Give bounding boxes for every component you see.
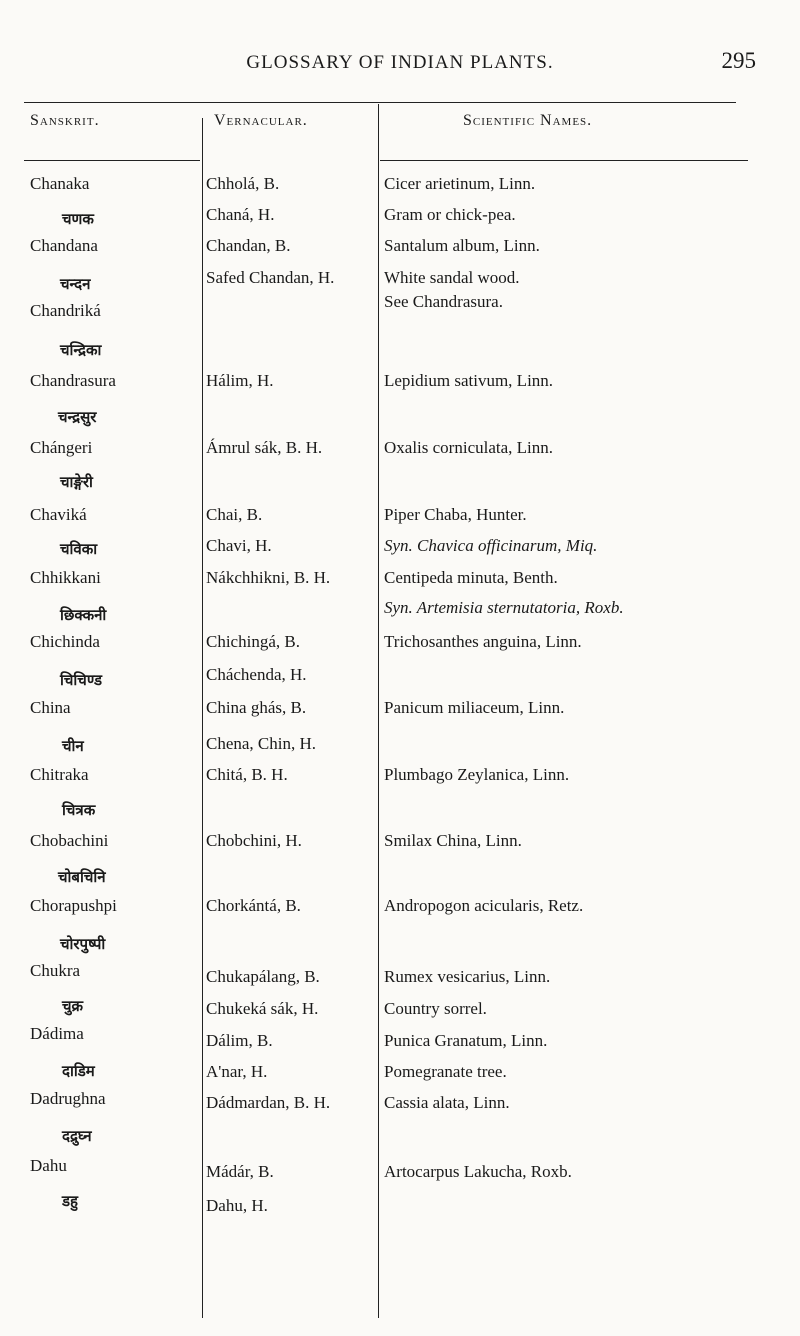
sanskrit-name: Dadrughna	[30, 1089, 106, 1108]
devanagari-name: चोबचिनि	[58, 868, 106, 886]
devanagari-name: चित्रक	[62, 801, 96, 819]
sanskrit-name: Chandriká	[30, 301, 101, 320]
sanskrit-name: Chorapushpi	[30, 896, 117, 915]
vernacular-name: Safed Chandan, H.	[206, 268, 335, 287]
column-divider-left	[202, 118, 203, 1318]
scientific-name: Plumbago Zeylanica, Linn.	[384, 765, 570, 784]
scientific-name: Oxalis corniculata, Linn.	[384, 438, 554, 457]
devanagari-name: चन्दन	[60, 275, 91, 293]
vernacular-name: Chukapálang, B.	[206, 967, 320, 986]
devanagari-name: दद्रुघ्न	[62, 1127, 92, 1145]
vernacular-name: Chena, Chin, H.	[206, 734, 317, 753]
sanskrit-name: Chichinda	[30, 632, 100, 651]
sanskrit-name: Dahu	[30, 1156, 67, 1175]
sanskrit-name: Chaviká	[30, 505, 87, 524]
devanagari-name: चन्द्रसुर	[58, 408, 97, 426]
vernacular-name: Chai, B.	[206, 505, 263, 524]
scientific-name: Santalum album, Linn.	[384, 236, 540, 255]
scientific-name: Smilax China, Linn.	[384, 831, 522, 850]
synonym-name: Artemisia sternutatoria, Roxb.	[416, 598, 624, 617]
scientific-name: Cassia alata, Linn.	[384, 1093, 510, 1112]
page-title: GLOSSARY OF INDIAN PLANTS.	[246, 52, 554, 73]
sanskrit-name: Chhikkani	[30, 568, 101, 587]
sanskrit-name: Chitraka	[30, 765, 89, 784]
column-header-sanskrit: Sanskrit.	[30, 112, 100, 129]
vernacular-name: A'nar, H.	[206, 1062, 268, 1081]
sanskrit-name: Chobachini	[30, 831, 109, 850]
vernacular-name: Mádár, B.	[206, 1162, 274, 1181]
scientific-name: White sandal wood.	[384, 268, 520, 287]
vernacular-name: Chandan, B.	[206, 236, 291, 255]
scientific-name: Punica Granatum, Linn.	[384, 1031, 548, 1050]
sanskrit-name: Chandana	[30, 236, 98, 255]
vernacular-name: Dádmardan, B. H.	[206, 1093, 331, 1112]
sanskrit-name: Chandrasura	[30, 371, 116, 390]
scientific-name: Centipeda minuta, Benth.	[384, 568, 558, 587]
sanskrit-name: Chukra	[30, 961, 81, 980]
scientific-name: Pomegranate tree.	[384, 1062, 507, 1081]
column-header-vernacular: Vernacular.	[214, 112, 308, 129]
column-divider-right	[378, 104, 379, 1318]
devanagari-name: चणक	[62, 210, 94, 228]
devanagari-name: चन्द्रिका	[60, 341, 102, 359]
vernacular-name: Chobchini, H.	[206, 831, 302, 850]
vernacular-name: China ghás, B.	[206, 698, 307, 717]
page-number: 295	[721, 48, 756, 73]
devanagari-name: चिचिण्ड	[60, 671, 102, 689]
scientific-name: Piper Chaba, Hunter.	[384, 505, 527, 524]
vernacular-name: Ámrul sák, B. H.	[206, 438, 323, 457]
vernacular-name: Chorkántá, B.	[206, 896, 301, 915]
vernacular-name: Dahu, H.	[206, 1196, 268, 1215]
synonym-name: Chavica officinarum, Miq.	[417, 536, 598, 555]
vernacular-name: Chukeká sák, H.	[206, 999, 319, 1018]
devanagari-name: चोरपुष्पी	[60, 935, 106, 953]
devanagari-name: चीन	[62, 737, 84, 755]
vernacular-name: Chavi, H.	[206, 536, 272, 555]
devanagari-name: चाङ्गेरी	[60, 473, 93, 491]
vernacular-name: Hálim, H.	[206, 371, 274, 390]
vernacular-name: Chholá, B.	[206, 174, 280, 193]
devanagari-name: चुक्र	[62, 997, 84, 1015]
devanagari-name: छिक्कनी	[60, 606, 107, 624]
column-header-scientific: Scientific Names.	[463, 112, 593, 129]
scientific-name: Artocarpus Lakucha, Roxb.	[384, 1162, 572, 1181]
vernacular-name: Dálim, B.	[206, 1031, 273, 1050]
scientific-name: Country sorrel.	[384, 999, 487, 1018]
scientific-name: Trichosanthes anguina, Linn.	[384, 632, 582, 651]
running-head	[0, 48, 800, 78]
sanskrit-name: Chángeri	[30, 438, 93, 457]
sanskrit-name: China	[30, 698, 71, 717]
header-bottom-rule-scientific	[380, 160, 748, 161]
synonym-label: Syn.	[384, 598, 413, 617]
devanagari-name: दाडिम	[62, 1062, 95, 1080]
vernacular-name: Chaná, H.	[206, 205, 275, 224]
scientific-name: Panicum miliaceum, Linn.	[384, 698, 565, 717]
vernacular-name: Cháchenda, H.	[206, 665, 307, 684]
scientific-name: Andropogon acicularis, Retz.	[384, 896, 584, 915]
scientific-name: Cicer arietinum, Linn.	[384, 174, 536, 193]
vernacular-name: Chichingá, B.	[206, 632, 300, 651]
sanskrit-name: Dádima	[30, 1024, 84, 1043]
header-top-rule	[24, 102, 736, 103]
synonym-label: Syn.	[384, 536, 413, 555]
scientific-synonym	[384, 536, 597, 556]
scientific-synonym	[384, 598, 624, 618]
devanagari-name: डहु	[62, 1192, 78, 1210]
scientific-name: Lepidium sativum, Linn.	[384, 371, 554, 390]
devanagari-name: चविका	[60, 540, 98, 558]
vernacular-name: Nákchhikni, B. H.	[206, 568, 331, 587]
scientific-name: Rumex vesicarius, Linn.	[384, 967, 551, 986]
header-bottom-rule	[24, 160, 200, 161]
scientific-name: See Chandrasura.	[384, 292, 503, 311]
vernacular-name: Chitá, B. H.	[206, 765, 288, 784]
sanskrit-name: Chanaka	[30, 174, 90, 193]
scientific-name: Gram or chick-pea.	[384, 205, 516, 224]
